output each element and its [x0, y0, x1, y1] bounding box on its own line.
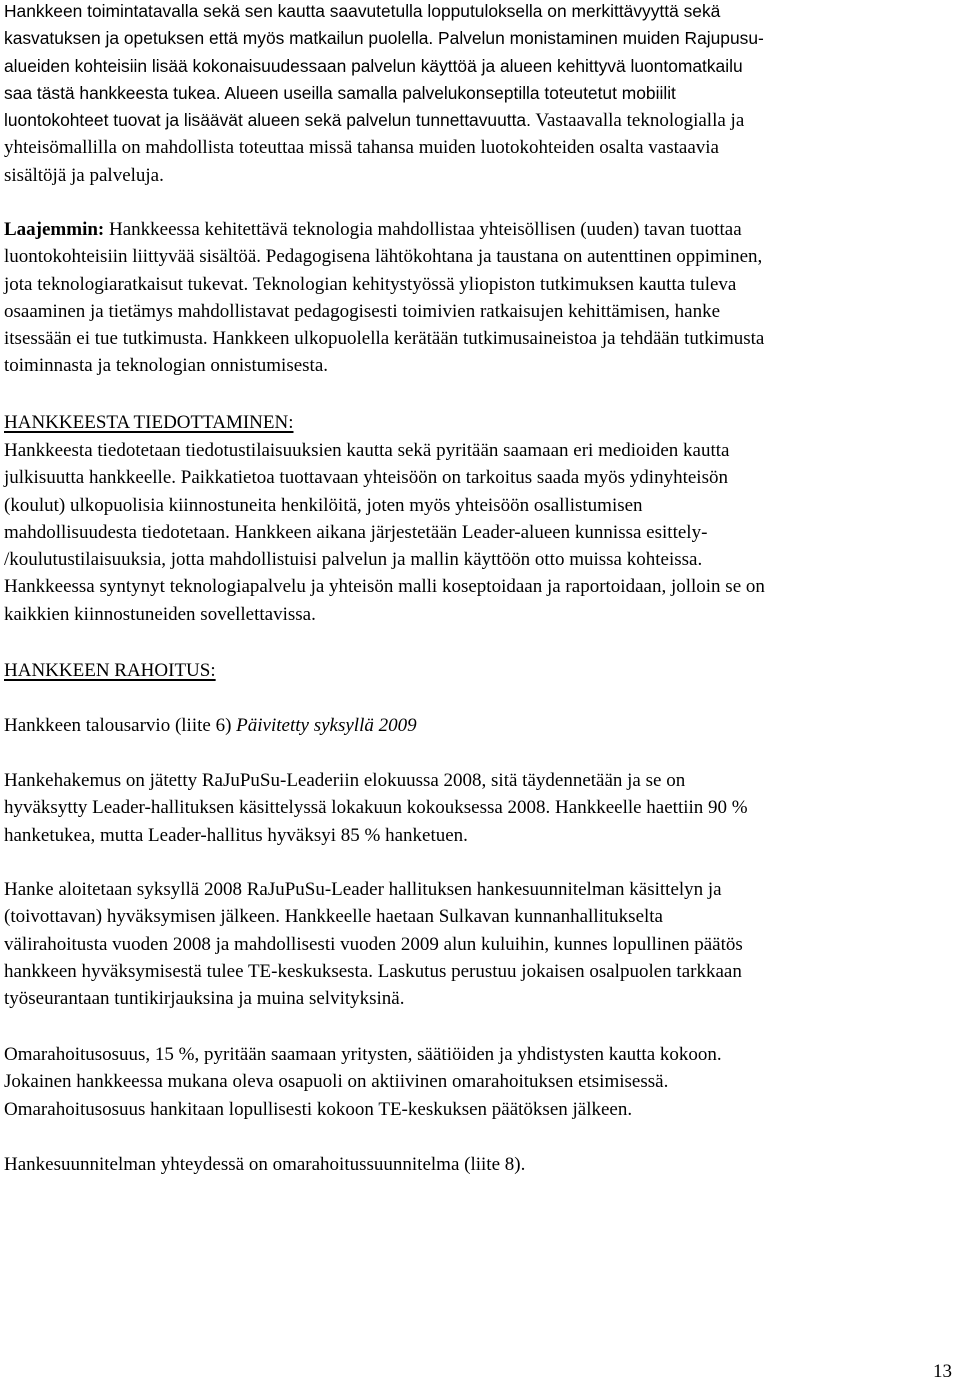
text-line [4, 80, 956, 107]
text-line [4, 216, 956, 243]
text-line: toiminnasta ja teknologian onnistumisesta. [4, 355, 329, 377]
text-line: välirahoitusta vuoden 2008 ja mahdollisesti vuoden 2009 alun kuluihin, kunnes lopullinen päätös [4, 933, 743, 955]
section-heading-rahoitus: HANKKEEN RAHOITUS: [4, 660, 216, 681]
text-span-italic: Päivitetty syksyllä 2009 [236, 715, 417, 736]
text-line: (toivottavan) hyväksymisen jälkeen. Hankkeelle haetaan Sulkavan kunnanhallitukselta [4, 906, 663, 928]
text-span: luontokohteet tuovat ja lisäävät alueen sekä palvelun tunnettavuutta. [4, 110, 531, 131]
text-line: /koulutustilaisuuksia, jotta mahdollistuisi palvelun ja mallin käyttöön otto muissa kohteissa. [4, 549, 703, 571]
paragraph-omarahoitussuunnitelma [4, 1151, 956, 1178]
text-span: Alueen useilla samalla palvelukonseptilla toteutetut mobiilit [220, 82, 676, 103]
text-line: (koulut) ulkopuolisia kiinnostuneita henkilöitä, joten myös yhteisöön osallistumisen [4, 494, 643, 516]
paragraph-aloitus [4, 876, 956, 1012]
text-line: osaaminen ja tietämys mahdollistavat pedagogisesti toimivien ratkaisujen kehittämisen, hanke [4, 300, 721, 322]
text-line: yhteisömallilla on mahdollista toteuttaa missä tahansa muiden luotokohteiden osalta vastaavia [4, 137, 719, 159]
text-line: hanketukea, mutta Leader-hallitus hyväksyi 85 % hanketuen. [4, 824, 468, 846]
text-line: Jokainen hankkeessa mukana oleva osapuoli on aktiivinen omarahoituksen etsimisessä. [4, 1071, 669, 1093]
text-line: kaikkien kiinnostuneiden sovellettavissa. [4, 603, 316, 625]
text-line: jota teknologiaratkaisut tukevat. Teknologian kehitystyössä yliopiston tutkimuksen kautta tuleva [4, 273, 737, 295]
text-span: saa tästä hankkeesta tukea. [4, 82, 221, 103]
text-line: Hankehakemus on jätetty RaJuPuSu-Leaderiin elokuussa 2008, sitä täydennetään ja se on [4, 770, 686, 791]
text-line: luontokohteisiin liittyvää sisältöä. Pedagogisena lähtökohtana ja taustana on autenttinen oppiminen, [4, 246, 763, 268]
paragraph-merkittavyys [4, 0, 956, 189]
text-line: Hankesuunnitelman yhteydessä on omarahoitussuunnitelma (liite 8). [4, 1154, 526, 1175]
text-line: itsessään ei tue tutkimusta. Hankkeen ulkopuolella kerätään tutkimusaineistoa ja tehdään tutkimusta [4, 328, 765, 350]
text-line: Hankkeesta tiedotetaan tiedotustilaisuuksien kautta sekä pyritään saamaan eri medioiden kautta [4, 440, 730, 461]
text-line: hyväksytty Leader-hallituksen käsittelyssä lokakuun kokouksessa 2008. Hankkeelle haettiin 90 % [4, 797, 748, 819]
text-line [4, 712, 956, 739]
page-number: 13 [933, 1361, 952, 1382]
paragraph-talousarvio [4, 712, 956, 739]
text-line: alueiden kohteisiin lisää kokonaisuudessaan palvelun käyttöä ja alueen kehittyvä luontomatkailu [4, 55, 743, 76]
paragraph-omarahoitus [4, 1041, 956, 1123]
text-line: Hanke aloitetaan syksyllä 2008 RaJuPuSu-Leader hallituksen hankesuunnitelman käsittelyn ja [4, 879, 722, 900]
text-line: hankkeen hyväksymisestä tulee TE-keskuksesta. Laskutus perustuu jokaisen osalpuolen tarkkaan [4, 960, 742, 982]
section-heading-tiedottaminen: HANKKEESTA TIEDOTTAMINEN: [4, 412, 294, 433]
paragraph-laajemmin [4, 216, 956, 380]
text-line: sisältöjä ja palveluja. [4, 164, 164, 186]
text-line: Hankkeen toimintatavalla sekä sen kautta saavutetulla lopputuloksella on merkittävyyttä sekä [4, 1, 721, 21]
text-line: Omarahoitusosuus hankitaan lopullisesti kokoon TE-keskuksen päätöksen jälkeen. [4, 1098, 633, 1120]
text-span: Hankkeen talousarvio (liite 6) [4, 715, 237, 736]
text-span: Vastaavalla teknologialla ja [530, 110, 745, 132]
text-span: Hankkeessa kehitettävä teknologia mahdollistaa yhteisöllisen (uuden) tavan tuottaa [104, 219, 742, 240]
text-line: julkisuutta hankkeelle. Paikkatietoa tuottavaan yhteisöön on tarkoitus saada myös ydinyhteisön [4, 467, 728, 489]
text-line: kasvatuksen ja opetuksen että myös matkailun puolella. Palvelun monistaminen muiden Rajupusu- [4, 28, 764, 49]
text-line: mahdollisuudesta tiedotetaan. Hankkeen aikana järjestetään Leader-alueen kunnissa esittely- [4, 521, 708, 543]
text-line: työseurantaan tuntikirjauksina ja muina selvityksinä. [4, 988, 405, 1010]
paragraph-label: Laajemmin: [4, 219, 105, 240]
paragraph-hankehakemus [4, 767, 956, 849]
text-line [4, 107, 956, 134]
text-line: Hankkeessa syntynyt teknologiapalvelu ja yhteisön malli koseptoidaan ja raportoidaan, jolloin se on [4, 576, 765, 598]
paragraph-tiedottaminen [4, 437, 956, 628]
text-line: Omarahoitusosuus, 15 %, pyritään saamaan yritysten, säätiöiden ja yhdistysten kautta kokoon. [4, 1044, 722, 1065]
